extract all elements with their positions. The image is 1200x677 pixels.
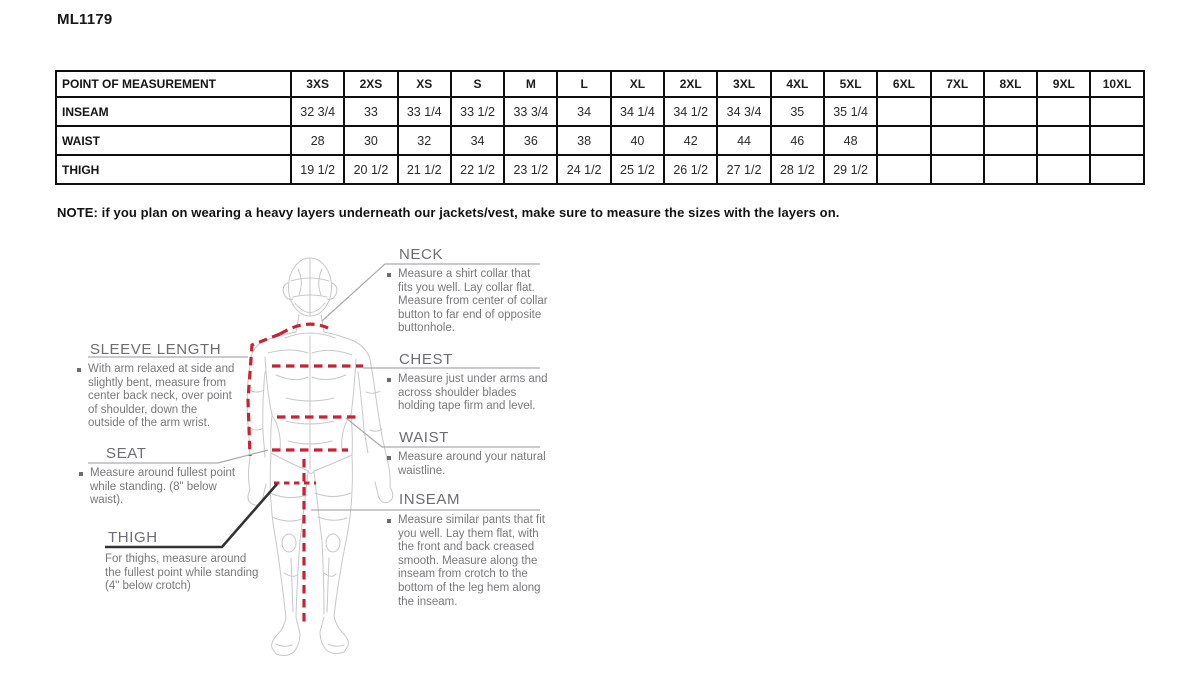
col-header-size-l: L — [557, 71, 610, 97]
cell-waist-3xl: 44 — [717, 126, 770, 155]
cell-waist-5xl: 48 — [824, 126, 877, 155]
neck-heading: NECK — [399, 246, 444, 263]
cell-inseam-10xl — [1090, 97, 1143, 126]
col-header-size-10xl: 10XL — [1090, 71, 1143, 97]
table-row-thigh — [56, 155, 1144, 184]
cell-waist-3xs: 28 — [291, 126, 344, 155]
table-row-waist — [56, 126, 1144, 155]
cell-thigh-2xs: 20 1/2 — [344, 155, 397, 184]
bullet-square-icon — [387, 456, 391, 460]
inseam-description: Measure similar pants that fit you well. Lay them flat, with the front and back creased smooth. Measure along the inseam from crotch to the bottom of the leg hem along the inseam. — [387, 514, 548, 609]
sleeve-length-description: With arm relaxed at side and slightly bent, measure from center back neck, over point of shoulder, down the outside of the arm wrist. — [77, 363, 236, 431]
col-header-size-2xs: 2XS — [344, 71, 397, 97]
cell-waist-xl: 40 — [611, 126, 664, 155]
cell-thigh-2xl: 26 1/2 — [664, 155, 717, 184]
cell-inseam-8xl — [984, 97, 1037, 126]
cell-waist-4xl: 46 — [771, 126, 824, 155]
cell-thigh-6xl — [877, 155, 930, 184]
col-header-size-7xl: 7XL — [931, 71, 984, 97]
col-header-size-5xl: 5XL — [824, 71, 877, 97]
table-row-inseam — [56, 97, 1144, 126]
cell-thigh-s: 22 1/2 — [451, 155, 504, 184]
cell-inseam-6xl — [877, 97, 930, 126]
note-text: NOTE: if you plan on wearing a heavy layers underneath our jackets/vest, make sure to measure the sizes with the layers on. — [57, 205, 840, 220]
row-label-inseam: INSEAM — [56, 97, 291, 126]
cell-thigh-9xl — [1037, 155, 1090, 184]
cell-waist-s: 34 — [451, 126, 504, 155]
cell-waist-8xl — [984, 126, 1037, 155]
col-header-size-2xl: 2XL — [664, 71, 717, 97]
col-header-size-3xl: 3XL — [717, 71, 770, 97]
neck-description: Measure a shirt collar that fits you well. Lay collar flat. Measure from center of collar button to far end of opposite buttonhole. — [387, 268, 548, 336]
col-header-size-4xl: 4XL — [771, 71, 824, 97]
row-label-waist: WAIST — [56, 126, 291, 155]
size-table — [55, 70, 1145, 185]
cell-inseam-3xs: 32 3/4 — [291, 97, 344, 126]
cell-thigh-3xl: 27 1/2 — [717, 155, 770, 184]
col-header-size-m: M — [504, 71, 557, 97]
cell-thigh-l: 24 1/2 — [557, 155, 610, 184]
sleeve-length-heading: SLEEVE LENGTH — [90, 341, 222, 358]
body-wireframe — [247, 258, 393, 656]
chest-description: Measure just under arms and across shoulder blades holding tape firm and level. — [387, 373, 548, 414]
cell-waist-2xl: 42 — [664, 126, 717, 155]
cell-waist-7xl — [931, 126, 984, 155]
cell-inseam-9xl — [1037, 97, 1090, 126]
col-header-size-3xs: 3XS — [291, 71, 344, 97]
cell-waist-9xl — [1037, 126, 1090, 155]
bullet-square-icon — [387, 378, 391, 382]
col-header-size-6xl: 6XL — [877, 71, 930, 97]
cell-inseam-s: 33 1/2 — [451, 97, 504, 126]
cell-thigh-7xl — [931, 155, 984, 184]
chest-heading: CHEST — [399, 351, 453, 368]
col-header-size-xl: XL — [611, 71, 664, 97]
size-table-section — [55, 70, 1144, 185]
thigh-description: For thighs, measure around the fullest point while standing (4" below crotch) — [105, 553, 259, 593]
col-header-size-8xl: 8XL — [984, 71, 1037, 97]
cell-inseam-2xl: 34 1/2 — [664, 97, 717, 126]
cell-thigh-3xs: 19 1/2 — [291, 155, 344, 184]
seat-heading: SEAT — [106, 445, 147, 462]
col-header-point-of-measurement: POINT OF MEASUREMENT — [56, 71, 291, 97]
bullet-square-icon — [387, 519, 391, 523]
cell-thigh-4xl: 28 1/2 — [771, 155, 824, 184]
col-header-size-xs: XS — [398, 71, 451, 97]
cell-inseam-4xl: 35 — [771, 97, 824, 126]
cell-thigh-m: 23 1/2 — [504, 155, 557, 184]
cell-inseam-5xl: 35 1/4 — [824, 97, 877, 126]
bullet-square-icon — [77, 368, 81, 372]
thigh-heading: THIGH — [108, 529, 158, 546]
cell-inseam-xs: 33 1/4 — [398, 97, 451, 126]
cell-inseam-3xl: 34 3/4 — [717, 97, 770, 126]
cell-inseam-xl: 34 1/4 — [611, 97, 664, 126]
size-table-header-row — [56, 71, 1144, 97]
product-code: ML1179 — [57, 11, 113, 28]
cell-thigh-xl: 25 1/2 — [611, 155, 664, 184]
cell-waist-xs: 32 — [398, 126, 451, 155]
cell-waist-10xl — [1090, 126, 1143, 155]
cell-inseam-7xl — [931, 97, 984, 126]
row-label-thigh: THIGH — [56, 155, 291, 184]
bullet-square-icon — [387, 273, 391, 277]
cell-waist-6xl — [877, 126, 930, 155]
cell-thigh-10xl — [1090, 155, 1143, 184]
cell-thigh-xs: 21 1/2 — [398, 155, 451, 184]
col-header-size-9xl: 9XL — [1037, 71, 1090, 97]
cell-thigh-5xl: 29 1/2 — [824, 155, 877, 184]
waist-heading: WAIST — [399, 429, 449, 446]
cell-waist-2xs: 30 — [344, 126, 397, 155]
seat-description: Measure around fullest point while standing. (8" below waist). — [79, 467, 238, 508]
waist-description: Measure around your natural waistline. — [387, 451, 548, 478]
cell-inseam-2xs: 33 — [344, 97, 397, 126]
bullet-square-icon — [79, 472, 83, 476]
inseam-heading: INSEAM — [399, 491, 461, 508]
col-header-size-s: S — [451, 71, 504, 97]
collar-measure-line — [280, 324, 328, 334]
cell-inseam-l: 34 — [557, 97, 610, 126]
cell-waist-l: 38 — [557, 126, 610, 155]
cell-inseam-m: 33 3/4 — [504, 97, 557, 126]
cell-thigh-8xl — [984, 155, 1037, 184]
cell-waist-m: 36 — [504, 126, 557, 155]
